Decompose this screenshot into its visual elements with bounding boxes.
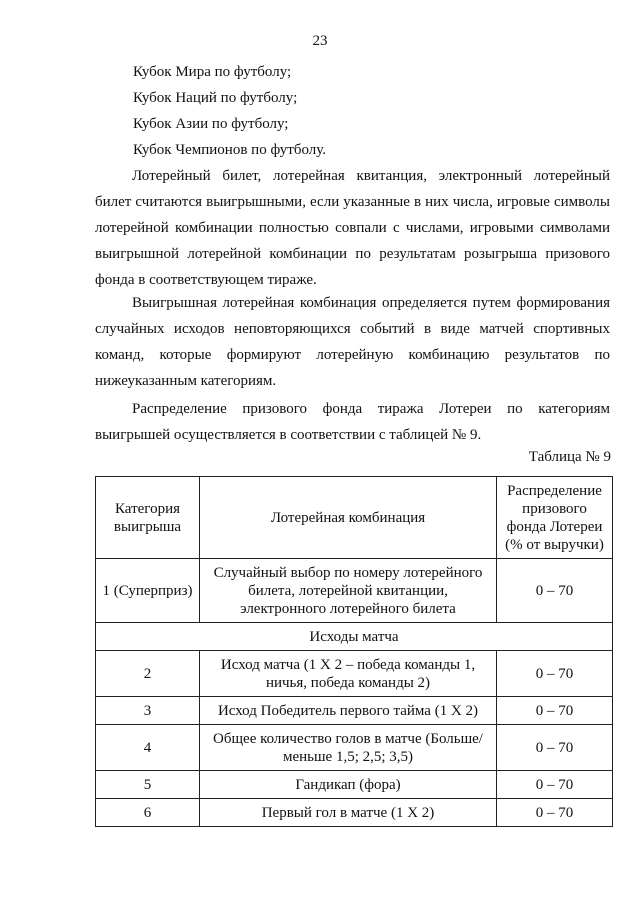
prize-distribution-table (95, 476, 613, 827)
list-item: Кубок Мира по футболу; (133, 64, 292, 80)
list-item: Кубок Чемпионов по футболу. (133, 142, 327, 158)
cell-distribution: 0 – 70 (497, 771, 613, 799)
table-header-row (96, 477, 613, 559)
cell-distribution: 0 – 70 (497, 799, 613, 827)
table-row (96, 771, 613, 799)
table-caption: Таблица № 9 (528, 449, 611, 465)
section-title: Исходы матча (96, 623, 613, 651)
table-row (96, 799, 613, 827)
cell-distribution: 0 – 70 (497, 559, 613, 623)
cell-combination: Исход матча (1 X 2 – победа команды 1, ничья, победа команды 2) (200, 651, 497, 697)
page-number: 23 (312, 33, 328, 49)
cell-category: 3 (96, 697, 200, 725)
cell-category: 4 (96, 725, 200, 771)
cell-category: 2 (96, 651, 200, 697)
header-distribution: Распределение призового фонда Лотереи (% от выручки) (497, 477, 613, 559)
cell-distribution: 0 – 70 (497, 725, 613, 771)
paragraph-prize-distribution: Распределение призового фонда тиража Лотереи по категориям выигрышей осуществляется в соответствии с таблицей № 9. (95, 401, 610, 443)
cell-combination: Гандикап (фора) (200, 771, 497, 799)
cell-distribution: 0 – 70 (497, 697, 613, 725)
table-row (96, 651, 613, 697)
cell-combination: Случайный выбор по номеру лотерейного билета, лотерейной квитанции, электронного лотерейного билета (200, 559, 497, 623)
header-combination: Лотерейная комбинация (200, 477, 497, 559)
cell-distribution: 0 – 70 (497, 651, 613, 697)
table-row (96, 559, 613, 623)
paragraph-winning-tickets: Лотерейный билет, лотерейная квитанция, электронный лотерейный билет считаются выигрышными, если указанные в них числа, игровые символы лотерейной комбинации полностью совпали с числами, игровыми символами выигрышной лотерейной комбинации по результатам розыгрыша призового фонда в соответствующем тираже. (95, 168, 610, 288)
header-category: Категория выигрыша (96, 477, 200, 559)
cell-category: 5 (96, 771, 200, 799)
table-row (96, 725, 613, 771)
cell-category: 1 (Суперприз) (96, 559, 200, 623)
list-item: Кубок Наций по футболу; (133, 90, 298, 106)
table-section-row (96, 623, 613, 651)
cell-combination: Первый гол в матче (1 X 2) (200, 799, 497, 827)
paragraph-winning-combination: Выигрышная лотерейная комбинация определяется путем формирования случайных исходов неповторяющихся событий в виде матчей спортивных команд, которые формируют лотерейную комбинацию результатов по нижеуказанным категориям. (95, 295, 610, 389)
cell-combination: Исход Победитель первого тайма (1 X 2) (200, 697, 497, 725)
list-item: Кубок Азии по футболу; (133, 116, 289, 132)
cup-list (133, 59, 326, 163)
cell-category: 6 (96, 799, 200, 827)
table-row (96, 697, 613, 725)
cell-combination: Общее количество голов в матче (Больше/меньше 1,5; 2,5; 3,5) (200, 725, 497, 771)
